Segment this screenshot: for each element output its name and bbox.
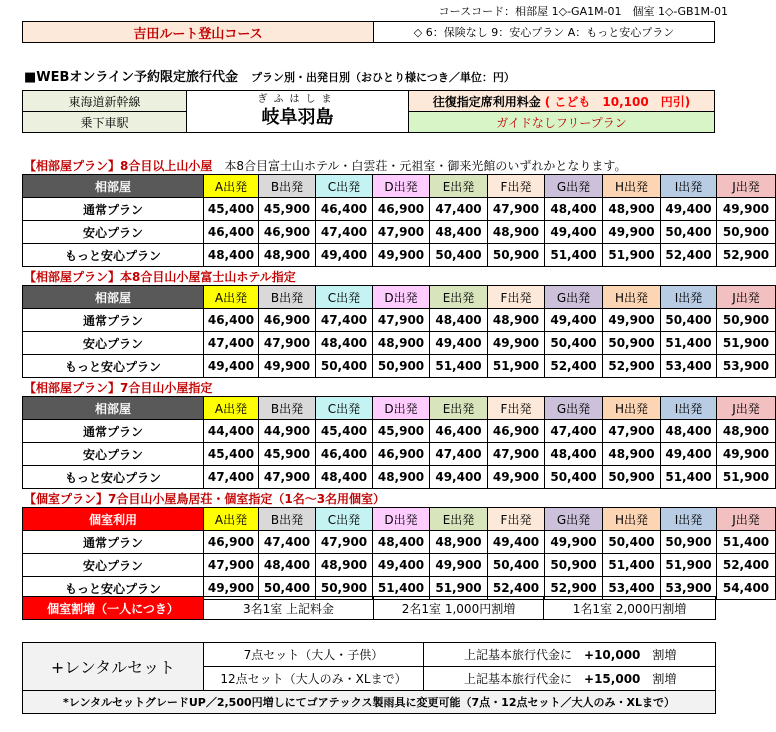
departure-header: J出発 [717,508,776,531]
price-cell: 47,400 [316,309,373,332]
price-cell: 47,400 [204,332,259,355]
price-cell: 50,400 [603,531,661,554]
price-heading [24,66,515,85]
route-name: 吉田ルート登山コース [22,21,374,43]
rental-item-12pt: 12点セット（大人のみ・XLまで） [204,667,424,691]
departure-header: A出発 [204,286,259,309]
price-cell: 50,900 [603,466,661,489]
departure-header: C出発 [316,175,373,198]
price-cell: 47,900 [259,332,316,355]
price-cell: 49,400 [488,531,545,554]
price-cell: 50,900 [603,332,661,355]
price-cell: 52,900 [717,244,776,267]
price-cell: 46,400 [204,221,259,244]
table-row [23,443,776,466]
price-cell: 47,900 [488,443,545,466]
departure-header: A出発 [204,175,259,198]
room-type-header: 個室利用 [23,508,204,531]
departure-header: F出発 [488,286,545,309]
departure-header: I出発 [661,508,717,531]
price-cell: 49,900 [717,443,776,466]
price-cell: 49,400 [430,466,488,489]
price-cell: 45,400 [204,443,259,466]
price-cell: 47,900 [204,554,259,577]
price-cell: 49,900 [603,221,661,244]
section-title-text: 【相部屋プラン】7合目山小屋指定 [24,381,213,395]
price-cell: 46,900 [373,198,430,221]
table-row [23,355,776,378]
station-line: 東海道新幹線 [22,90,187,112]
departure-header: A出発 [204,508,259,531]
price-cell: 47,900 [488,198,545,221]
table-row [23,244,776,267]
price-cell: 53,400 [603,577,661,600]
price-cell: 46,900 [204,531,259,554]
price-cell: 52,900 [603,355,661,378]
plan-name: 通常プラン [23,531,204,554]
price-cell: 49,900 [430,554,488,577]
price-cell: 53,900 [717,355,776,378]
price-cell: 49,900 [603,309,661,332]
section-title-text: 【相部屋プラン】8合目以上山小屋 [24,159,213,173]
departure-header: H出発 [603,175,661,198]
price-cell: 50,900 [717,309,776,332]
price-cell: 49,900 [717,198,776,221]
departure-header: C出発 [316,508,373,531]
rental-price-12pt [424,667,716,691]
rental-price: +10,000 [584,648,641,662]
price-cell: 46,900 [488,420,545,443]
section-title-text: 【相部屋プラン】本8合目山小屋富士山ホテル指定 [24,270,296,284]
departure-header: E出発 [430,397,488,420]
plan-name: 通常プラン [23,309,204,332]
surcharge-2-per-room: 2名1室 1,000円割増 [374,597,544,620]
price-cell: 47,900 [259,466,316,489]
departure-header: B出発 [259,286,316,309]
departure-header: F出発 [488,175,545,198]
price-table [22,507,776,600]
departure-header: B出発 [259,508,316,531]
price-cell: 47,400 [430,198,488,221]
departure-header: H出発 [603,508,661,531]
table-row [23,221,776,244]
departure-header: H出発 [603,286,661,309]
price-cell: 48,900 [316,554,373,577]
price-cell: 52,400 [661,244,717,267]
rental-desc: 上記基本旅行代金に [464,648,573,662]
section-title [24,490,385,507]
plan-name: もっと安心プラン [23,466,204,489]
price-cell: 45,400 [316,420,373,443]
price-cell: 47,400 [316,221,373,244]
price-cell: 45,900 [259,443,316,466]
section-title [24,268,296,285]
price-cell: 48,400 [373,531,430,554]
price-cell: 47,900 [373,221,430,244]
departure-header: E出発 [430,286,488,309]
departure-header: G出発 [545,175,603,198]
departure-header: G出発 [545,397,603,420]
section-note: 本8合目富士山ホテル・白雲荘・元祖室・御来光館のいずれかとなります。 [224,159,627,173]
price-cell: 47,400 [545,420,603,443]
price-cell: 46,400 [430,420,488,443]
price-cell: 46,900 [259,309,316,332]
room-type-header: 相部屋 [23,397,204,420]
price-cell: 48,900 [488,309,545,332]
price-cell: 45,400 [204,198,259,221]
station-label: 乗下車駅 [22,111,187,133]
table-row [23,420,776,443]
price-cell: 53,400 [661,355,717,378]
price-cell: 51,400 [661,466,717,489]
section-title [24,157,626,174]
price-cell: 49,400 [430,332,488,355]
price-cell: 50,900 [545,554,603,577]
price-cell: 50,400 [488,554,545,577]
course-code: コースコード：相部屋 1◇-GA1M-01 個室 1◇-GB1M-01 [438,5,728,18]
price-cell: 51,400 [545,244,603,267]
price-cell: 48,900 [603,198,661,221]
price-cell: 49,400 [316,244,373,267]
price-cell: 48,900 [430,531,488,554]
price-table [22,174,776,267]
price-cell: 46,400 [204,309,259,332]
price-cell: 52,400 [717,554,776,577]
price-cell: 50,400 [661,309,717,332]
surcharge-1-per-room: 1名1室 2,000円割増 [544,597,716,620]
price-cell: 48,900 [259,244,316,267]
price-cell: 50,900 [316,577,373,600]
price-cell: 48,400 [316,466,373,489]
price-cell: 46,900 [259,221,316,244]
price-cell: 48,400 [204,244,259,267]
departure-header: I出発 [661,175,717,198]
price-cell: 51,900 [717,466,776,489]
price-cell: 48,900 [488,221,545,244]
price-cell: 47,900 [373,309,430,332]
rental-desc: 上記基本旅行代金に [464,672,573,686]
price-cell: 49,900 [204,577,259,600]
price-cell: 50,400 [259,577,316,600]
price-cell: 46,400 [316,443,373,466]
price-cell: 44,900 [259,420,316,443]
fare-child-discount: ( こども 10,100 円引) [544,94,691,109]
heading-sub: プラン別・出発日別（おひとり様につき／単位：円） [251,71,515,84]
table-row [23,466,776,489]
departure-header: G出発 [545,508,603,531]
price-cell: 50,400 [545,332,603,355]
price-cell: 50,400 [316,355,373,378]
departure-header: H出発 [603,397,661,420]
departure-header: J出発 [717,286,776,309]
price-cell: 45,900 [373,420,430,443]
price-cell: 52,900 [545,577,603,600]
price-cell: 48,900 [603,443,661,466]
price-cell: 47,400 [259,531,316,554]
price-cell: 49,400 [545,221,603,244]
plan-name: もっと安心プラン [23,244,204,267]
station-kana: ぎふはしま [257,93,338,105]
price-cell: 48,900 [373,466,430,489]
departure-header: I出発 [661,286,717,309]
private-surcharge-table [22,596,716,620]
price-cell: 51,400 [373,577,430,600]
table-row [23,309,776,332]
room-type-header: 相部屋 [23,175,204,198]
price-cell: 51,900 [430,577,488,600]
price-cell: 48,900 [373,332,430,355]
price-cell: 49,400 [661,198,717,221]
price-cell: 49,400 [373,554,430,577]
price-cell: 48,400 [545,198,603,221]
section-title [24,379,212,396]
price-cell: 51,400 [717,531,776,554]
departure-header: A出発 [204,397,259,420]
departure-header: E出発 [430,508,488,531]
price-cell: 49,900 [488,332,545,355]
price-cell: 50,900 [373,355,430,378]
plan-name: もっと安心プラン [23,577,204,600]
guide-plan: ガイドなしフリープラン [408,111,715,133]
room-type-header: 相部屋 [23,286,204,309]
plan-name: 安心プラン [23,443,204,466]
departure-header: J出発 [717,397,776,420]
price-cell: 50,400 [661,221,717,244]
departure-header: C出発 [316,286,373,309]
price-cell: 47,900 [603,420,661,443]
price-cell: 48,400 [259,554,316,577]
rental-set-table [22,642,716,714]
price-cell: 53,900 [661,577,717,600]
plan-name: 安心プラン [23,554,204,577]
plan-name: もっと安心プラン [23,355,204,378]
price-cell: 52,400 [545,355,603,378]
price-cell: 46,400 [316,198,373,221]
price-cell: 44,400 [204,420,259,443]
price-cell: 51,900 [661,554,717,577]
rental-price-7pt [424,643,716,667]
rental-note: *レンタルセットグレードUP／2,500円増しにてゴアテックス製雨具に変更可能（7点・12点セット／大人のみ・XLまで） [23,691,716,714]
price-cell: 50,900 [717,221,776,244]
table-row [23,332,776,355]
route-types: ◇ 6：保険なし 9：安心プラン A：もっと安心プラン [373,21,715,43]
station-name-box [186,90,409,133]
price-cell: 48,400 [430,221,488,244]
price-cell: 51,900 [717,332,776,355]
fare-label: 往復指定席利用料金 [432,94,541,109]
price-cell: 49,900 [373,244,430,267]
price-cell: 48,400 [430,309,488,332]
fare-info [408,90,715,112]
rental-unit: 割増 [652,672,677,686]
plan-name: 通常プラン [23,420,204,443]
price-cell: 51,400 [430,355,488,378]
departure-header: D出発 [373,397,430,420]
surcharge-3-per-room: 3名1室 上記料金 [204,597,374,620]
price-cell: 51,900 [603,244,661,267]
rental-set-label: +レンタルセット [23,643,204,691]
rental-unit: 割増 [652,648,677,662]
departure-header: D出発 [373,508,430,531]
price-cell: 48,900 [717,420,776,443]
price-cell: 49,900 [488,466,545,489]
price-cell: 47,400 [204,466,259,489]
price-cell: 48,400 [661,420,717,443]
price-cell: 47,900 [316,531,373,554]
private-surcharge-label: 個室割増（一人につき） [23,597,204,620]
table-row [23,531,776,554]
price-cell: 52,400 [488,577,545,600]
price-cell: 49,900 [545,531,603,554]
price-cell: 54,400 [717,577,776,600]
departure-header: F出発 [488,397,545,420]
price-cell: 47,400 [430,443,488,466]
price-cell: 50,400 [545,466,603,489]
departure-header: J出発 [717,175,776,198]
plan-name: 安心プラン [23,221,204,244]
price-cell: 49,400 [661,443,717,466]
price-cell: 50,900 [661,531,717,554]
price-table [22,396,776,489]
price-cell: 46,900 [373,443,430,466]
departure-header: B出発 [259,175,316,198]
plan-name: 安心プラン [23,332,204,355]
price-cell: 50,900 [488,244,545,267]
departure-header: B出発 [259,397,316,420]
price-cell: 49,400 [545,309,603,332]
departure-header: E出発 [430,175,488,198]
price-table [22,285,776,378]
departure-header: I出発 [661,397,717,420]
departure-header: C出発 [316,397,373,420]
price-cell: 45,900 [259,198,316,221]
station-name: 岐阜羽島 [261,106,334,128]
departure-header: F出発 [488,508,545,531]
rental-price: +15,000 [584,672,641,686]
departure-header: G出発 [545,286,603,309]
price-cell: 50,400 [430,244,488,267]
section-title-text: 【個室プラン】7合目山小屋鳥居荘・個室指定（1名～3名用個室） [24,492,386,506]
price-cell: 51,400 [661,332,717,355]
departure-header: D出発 [373,175,430,198]
heading-main: ■WEBオンライン予約限定旅行代金 [24,70,239,85]
table-row [23,198,776,221]
price-cell: 51,400 [603,554,661,577]
table-row [23,554,776,577]
price-cell: 51,900 [488,355,545,378]
plan-name: 通常プラン [23,198,204,221]
price-cell: 49,900 [259,355,316,378]
departure-header: D出発 [373,286,430,309]
price-cell: 48,400 [316,332,373,355]
rental-item-7pt: 7点セット（大人・子供） [204,643,424,667]
price-cell: 48,400 [545,443,603,466]
price-cell: 49,400 [204,355,259,378]
